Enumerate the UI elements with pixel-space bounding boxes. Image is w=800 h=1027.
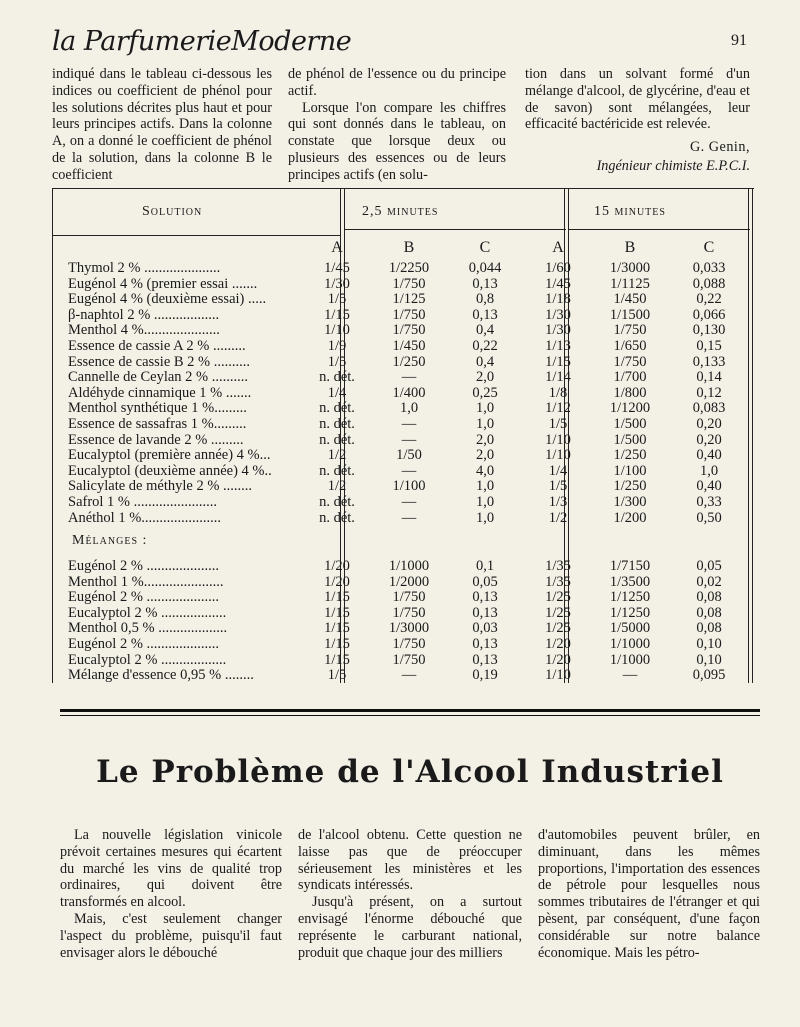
table-cell: 1/14: [545, 369, 571, 386]
article-title: Le Problème de l'Alcool Industriel: [96, 754, 724, 790]
table-cell: 1/20: [324, 573, 350, 590]
article-column-3: [538, 827, 760, 961]
table-cell: 0,10: [696, 651, 722, 668]
table-row-label: Menthol 1 %......................: [68, 573, 224, 590]
table-cell: 1/750: [392, 589, 426, 606]
table-cell: 1/250: [392, 353, 426, 370]
table-cell: 4,0: [475, 462, 495, 479]
table-cell: 1/20: [545, 651, 571, 668]
table-cell: 1/30: [324, 275, 350, 292]
column-header: B: [624, 239, 636, 256]
table-cell: 1/8: [548, 384, 568, 401]
table-cell: 1/20: [545, 636, 571, 652]
table-cell: 0,14: [696, 369, 722, 386]
table-cell: 1/3500: [609, 573, 651, 590]
table-cell: 0,22: [696, 291, 722, 308]
table-cell: 1/15: [324, 589, 350, 606]
table-cell: 0,02: [696, 573, 722, 590]
table-cell: 1/60: [545, 260, 571, 276]
table-cell: 1/1200: [609, 400, 651, 417]
table-cell: —: [401, 431, 417, 448]
table-cell: 1/1250: [609, 604, 651, 621]
column-header: C: [703, 239, 715, 256]
table-cell: 1/50: [396, 447, 422, 464]
table-row-label: Essence de lavande 2 % .........: [68, 431, 244, 448]
table-cell: 1/25: [545, 589, 571, 606]
header-rule: [568, 229, 750, 230]
table-row-label: Menthol 0,5 % ...................: [68, 620, 228, 637]
table-cell: 0,19: [472, 667, 498, 684]
table-row-label: β-naphtol 2 % ..................: [68, 306, 220, 323]
table-cell: 1/20: [324, 558, 350, 574]
table-cell: 1/650: [613, 338, 647, 354]
intro-paragraph: indiqué dans le tableau ci-dessous les indices ou coefficient de phénol pour les solutions décrites plus haut et pour leurs principes actifs. Dans la colonne A, on a donné le coefficient de phénol de la solution, dans la colonne B le coefficient: [52, 66, 272, 183]
table-cell: 1/1125: [610, 275, 650, 292]
table-row-label: Aldéhyde cinnamique 1 % .......: [68, 384, 252, 401]
table-cell: 0,22: [472, 338, 498, 354]
table-cell: 1/750: [392, 322, 426, 339]
table-row-label: Eugénol 4 % (deuxième essai) .....: [68, 291, 267, 308]
table-cell: 0,066: [692, 306, 726, 323]
article-paragraph: Mais, c'est seulement changer l'aspect du problème, puisqu'il faut envisager alors le débouché: [60, 910, 282, 961]
table-cell: 1/5: [548, 416, 568, 432]
table-cell: 1/15: [324, 604, 350, 621]
table-row-label: Eucalyptol (deuxième année) 4 %..: [68, 462, 272, 479]
table-cell: 0,083: [692, 400, 726, 417]
table-cell: 1/15: [545, 353, 571, 370]
table-cell: 0,133: [692, 353, 726, 370]
table-cell: 1/5: [327, 353, 347, 370]
table-cell: 1/100: [613, 462, 647, 479]
signature-name: G. Genin,: [689, 139, 750, 156]
table-cell: —: [401, 667, 417, 684]
header-15-minutes: 15 minutes: [594, 204, 666, 219]
intro-column-1: [52, 66, 272, 184]
table-cell: 1/750: [392, 636, 426, 652]
table-cell: 0,13: [472, 636, 498, 652]
table-cell: 1/700: [613, 369, 647, 386]
table-cell: —: [401, 416, 417, 432]
table-cell: 1/3000: [609, 260, 651, 276]
table-row-label: Eugénol 2 % ....................: [68, 589, 220, 606]
table-cell: n. dét.: [319, 416, 355, 432]
article-column-2: [298, 827, 522, 961]
table-cell: 1/12: [545, 400, 571, 417]
table-row-label: Eucalyptol 2 % ..................: [68, 651, 227, 668]
table-cell: 0,4: [475, 353, 495, 370]
table-row-label: Essence de cassie A 2 % .........: [68, 338, 246, 354]
table-cell: 1/2: [548, 509, 568, 526]
table-cell: 0,033: [692, 260, 726, 276]
table-cell: 1,0: [699, 462, 719, 479]
table-cell: 1/15: [324, 636, 350, 652]
table-cell: 0,13: [472, 651, 498, 668]
table-cell: —: [622, 667, 638, 684]
table-cell: 1/30: [545, 322, 571, 339]
table-cell: 1/2: [327, 478, 347, 495]
table-cell: 0,20: [696, 431, 722, 448]
table-cell: 0,10: [696, 636, 722, 652]
table-cell: —: [401, 494, 417, 510]
table-cell: 1/250: [613, 447, 647, 464]
table-cell: 0,13: [472, 604, 498, 621]
table-cell: —: [401, 369, 417, 386]
table-cell: 1/15: [324, 620, 350, 637]
table-cell: 1/1500: [609, 306, 651, 323]
column-header: A: [552, 239, 564, 256]
table-cell: 1/5: [327, 291, 347, 308]
table-cell: n. dét.: [319, 431, 355, 448]
table-cell: 1/750: [392, 275, 426, 292]
table-cell: 2,0: [475, 431, 495, 448]
table-row-label: Eugénol 2 % ....................: [68, 558, 220, 574]
table-cell: 0,05: [696, 558, 722, 574]
table-cell: 0,40: [696, 478, 722, 495]
table-row-label: Anéthol 1 %......................: [68, 509, 222, 526]
table-cell: 1/1000: [609, 651, 651, 668]
column-header: A: [331, 239, 343, 256]
table-cell: 1/750: [613, 322, 647, 339]
table-cell: n. dét.: [319, 400, 355, 417]
table-row-label: Eucalyptol (première année) 4 %...: [68, 447, 271, 464]
table-cell: 1/300: [613, 494, 647, 510]
table-cell: 1,0: [475, 509, 495, 526]
table-cell: 1/800: [613, 384, 647, 401]
melanges-heading: Mélanges :: [72, 533, 148, 548]
header-2-5-minutes: 2,5 minutes: [362, 204, 439, 219]
table-cell: 1/5: [548, 478, 568, 495]
table-row-label: Eugénol 4 % (premier essai .......: [68, 275, 258, 292]
table-row-label: Cannelle de Ceylan 2 % ..........: [68, 369, 248, 386]
table-cell: 1/18: [545, 291, 571, 308]
table-cell: 1/2000: [388, 573, 430, 590]
table-cell: 1/45: [324, 260, 350, 276]
table-row-label: Salicylate de méthyle 2 % ........: [68, 478, 253, 495]
table-cell: 1/1250: [609, 589, 651, 606]
table-cell: 1/15: [324, 651, 350, 668]
header-solution: Solution: [142, 204, 203, 219]
table-cell: 0,1: [475, 558, 495, 574]
intro-paragraph: Lorsque l'on compare les chiffres qui sont donnés dans le tableau, on constate que lorsque deux ou plusieurs des essences ou de leurs principes actifs (en solu-: [288, 99, 506, 183]
table-cell: 0,08: [696, 589, 722, 606]
table-cell: 1/100: [392, 478, 426, 495]
table-row-label: Menthol 4 %.....................: [68, 322, 220, 339]
intro-paragraph: tion dans un solvant formé d'un mélange d'alcool, de glycérine, d'eau et de savon) sont mélangées, leur efficacité bactéricide est relevée.: [525, 66, 750, 133]
table-cell: 0,13: [472, 589, 498, 606]
table-cell: 0,13: [472, 306, 498, 323]
table-cell: 0,08: [696, 620, 722, 637]
intro-paragraph: de phénol de l'essence ou du principe actif.: [288, 66, 506, 99]
table-cell: 1/1000: [609, 636, 651, 652]
table-cell: 1/13: [545, 338, 571, 354]
table-cell: n. dét.: [319, 509, 355, 526]
table-cell: 1/10: [545, 447, 571, 464]
table-cell: 0,05: [472, 573, 498, 590]
header-rule: [52, 235, 340, 236]
table-row-label: Essence de cassie B 2 % ..........: [68, 353, 251, 370]
table-cell: 0,08: [696, 604, 722, 621]
table-cell: 1/750: [392, 306, 426, 323]
table-cell: 1,0: [475, 400, 495, 417]
table-cell: 1/125: [392, 291, 426, 308]
table-cell: 0,12: [696, 384, 722, 401]
table-cell: 1/5000: [609, 620, 651, 637]
column-header: C: [479, 239, 491, 256]
table-cell: 1/35: [545, 558, 571, 574]
table-cell: 1/25: [545, 620, 571, 637]
table-cell: —: [401, 509, 417, 526]
table-row-label: Safrol 1 % .......................: [68, 494, 218, 510]
phenol-coefficient-table: [52, 188, 754, 683]
table-cell: 1/450: [392, 338, 426, 354]
header-rule: [344, 229, 566, 230]
table-cell: 1/3: [548, 494, 568, 510]
article-paragraph: La nouvelle législation vinicole prévoit certaines mesures qui écartent du marché les vins de qualité trop ordinaires, qui doivent être transformés en alcool.: [60, 827, 282, 911]
intro-column-2: [288, 66, 506, 184]
table-cell: 1,0: [475, 494, 495, 510]
table-cell: 0,50: [696, 509, 722, 526]
article-column-1: [60, 827, 282, 961]
table-cell: 0,130: [692, 322, 726, 339]
table-cell: 1/30: [545, 306, 571, 323]
intro-column-3: [525, 66, 750, 175]
table-row-label: Essence de sassafras 1 %.........: [68, 416, 247, 432]
table-cell: 1/750: [613, 353, 647, 370]
table-cell: 1,0: [399, 400, 419, 417]
table-cell: 1/10: [545, 431, 571, 448]
table-cell: 2,0: [475, 447, 495, 464]
table-cell: 1/35: [545, 573, 571, 590]
table-cell: 0,4: [475, 322, 495, 339]
table-row-label: Menthol synthétique 1 %.........: [68, 400, 247, 417]
table-cell: 1/400: [392, 384, 426, 401]
table-cell: 1/10: [324, 322, 350, 339]
table-cell: n. dét.: [319, 462, 355, 479]
column-header: B: [403, 239, 415, 256]
table-cell: 0,095: [692, 667, 726, 684]
table-cell: 0,20: [696, 416, 722, 432]
page-number: 91: [731, 32, 747, 49]
table-cell: 1/450: [613, 291, 647, 308]
table-border-right: [748, 189, 753, 683]
table-cell: 1/500: [613, 416, 647, 432]
table-cell: 0,044: [468, 260, 502, 276]
table-border-left: [52, 189, 53, 683]
table-cell: 1/4: [327, 384, 347, 401]
table-cell: 0,40: [696, 447, 722, 464]
table-cell: 1/15: [324, 306, 350, 323]
table-row-label: Thymol 2 % .....................: [68, 260, 221, 276]
table-row-label: Eucalyptol 2 % ..................: [68, 604, 227, 621]
table-cell: 1,0: [475, 416, 495, 432]
article-paragraph: d'automobiles peuvent brûler, en diminuant, dans les mêmes proportions, l'importation des essences de pétrole pour lesquelles nous sommes tributaires de l'étranger et qui pèsent, par conséquent, d'une façon considérable sur notre balance économique. Mais les pétro-: [538, 827, 760, 961]
signature-title: Ingénieur chimiste E.P.C.I.: [596, 157, 750, 174]
article-paragraph: de l'alcool obtenu. Cette question ne laisse pas que de préoccuper sérieusement les ministères et les syndicats intéressés.: [298, 827, 522, 894]
article-paragraph: Jusqu'à présent, on a surtout envisagé l'énorme débouché que représente le carburant national, produit que chaque jour des milliers: [298, 894, 522, 961]
table-row-label: Mélange d'essence 0,95 % ........: [68, 667, 254, 684]
table-cell: 0,8: [475, 291, 495, 308]
table-cell: 1/9: [327, 338, 347, 354]
table-cell: 1/10: [545, 667, 571, 684]
table-cell: 0,088: [692, 275, 726, 292]
table-cell: 2,0: [475, 369, 495, 386]
table-cell: —: [401, 462, 417, 479]
table-cell: 1/500: [613, 431, 647, 448]
table-cell: 1/750: [392, 604, 426, 621]
table-cell: 1/250: [613, 478, 647, 495]
table-row-label: Eugénol 2 % ....................: [68, 636, 220, 652]
table-cell: n. dét.: [319, 494, 355, 510]
table-cell: 0,33: [696, 494, 722, 510]
table-cell: 0,13: [472, 275, 498, 292]
table-cell: 0,03: [472, 620, 498, 637]
table-cell: n. dét.: [319, 369, 355, 386]
section-rule: [60, 709, 760, 712]
table-cell: 1/25: [545, 604, 571, 621]
table-cell: 1/200: [613, 509, 647, 526]
table-cell: 1/2: [327, 447, 347, 464]
table-cell: 0,25: [472, 384, 498, 401]
table-cell: 1/45: [545, 275, 571, 292]
table-cell: 1,0: [475, 478, 495, 495]
table-cell: 1/5: [327, 667, 347, 684]
table-cell: 1/2250: [388, 260, 430, 276]
table-cell: 1/1000: [388, 558, 430, 574]
table-cell: 1/750: [392, 651, 426, 668]
masthead: la ParfumerieModerne: [52, 26, 352, 57]
section-rule: [60, 715, 760, 716]
table-cell: 1/4: [548, 462, 568, 479]
table-cell: 0,15: [696, 338, 722, 354]
table-cell: 1/3000: [388, 620, 430, 637]
table-cell: 1/7150: [609, 558, 651, 574]
